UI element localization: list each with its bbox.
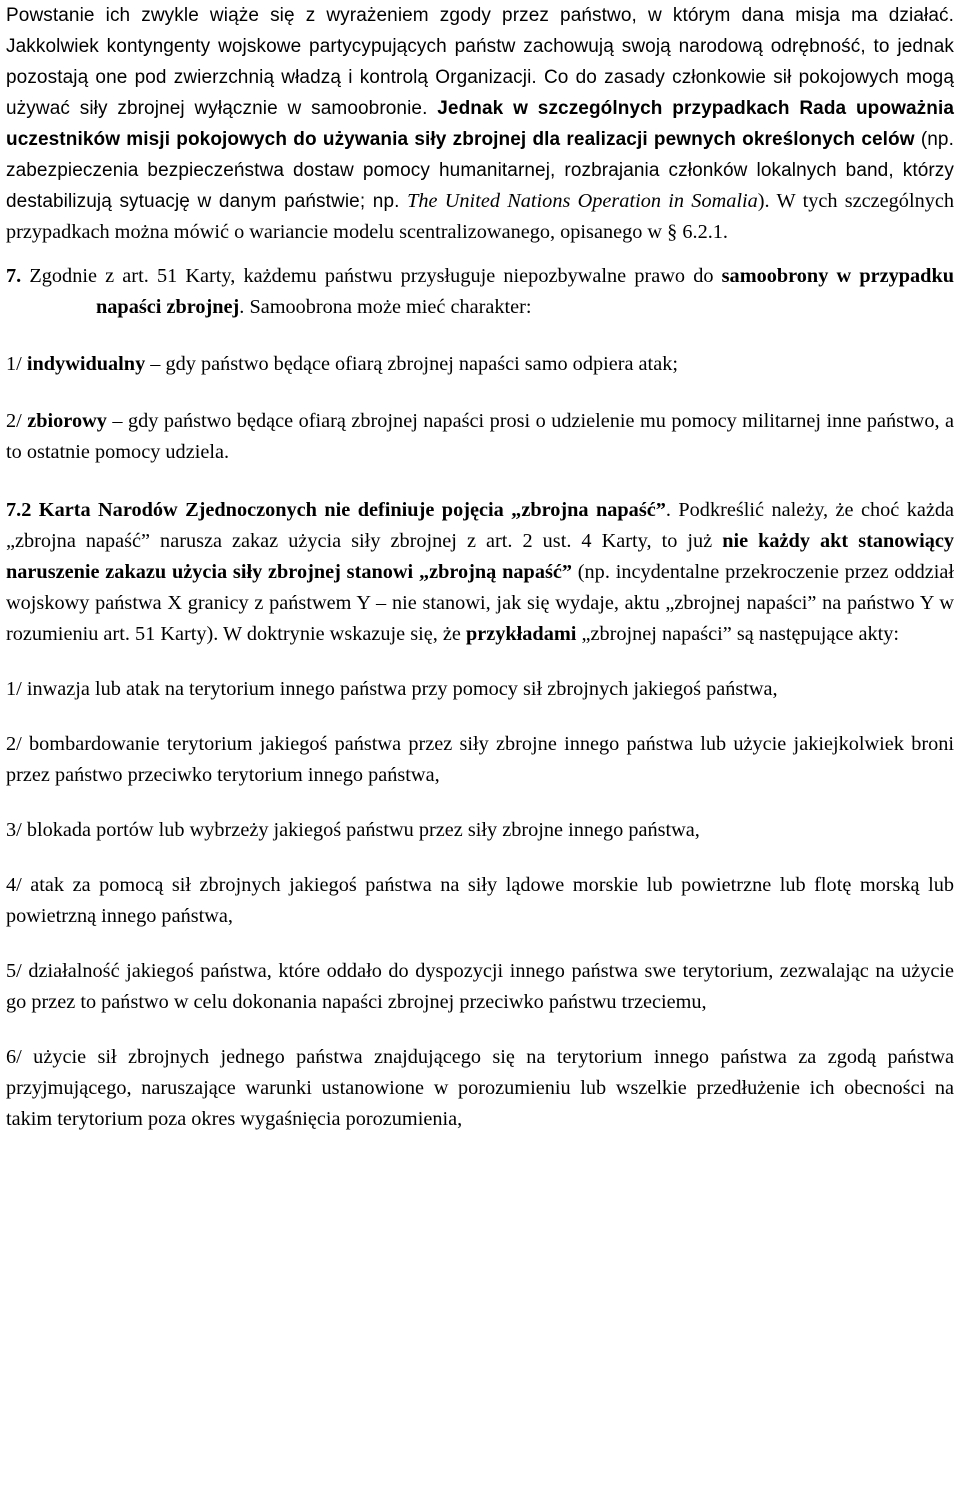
act-item-1: 1/ inwazja lub atak na terytorium innego państwa przy pomocy sił zbrojnych jakiegoś państwa, [6, 678, 778, 700]
paragraph-text: Powstanie ich zwykle wiąże się z wyrażeniem zgody przez państwo, w którym dana misja ma działać. Jakkolwiek kontyngenty wojskowe partycypujących państw zachowują swoją narodową odrębność, to jednak pozostają one pod zwierzchnią władzą i kontrolą Organizacji. Co do zasady członkowie sił pokojowych mogą używać siły zbrojnej wyłącznie w samoobronie. [6, 5, 954, 119]
paragraph-text: ). W tych szczególnych przypadkach można mówić o wariancie modelu scentralizowanego, opisanego w § 6.2.1. [6, 190, 954, 243]
list-bold-term: indywidualny [26, 353, 146, 375]
act-item-3: 3/ blokada portów lub wybrzeży jakiegoś państwu przez siły zbrojne innego państwa, [6, 819, 700, 841]
list-prefix: 1/ [6, 353, 27, 375]
paragraph-text: . Samoobrona może mieć charakter: [239, 296, 532, 318]
act-item-5: 5/ działalność jakiegoś państwa, które oddało do dyspozycji innego państwa swe terytorium, zezwalając na użycie go przez to państwo w celu dokonania napaści zbrojnej przeciwko państwu trzeciemu, [6, 960, 954, 1013]
act-item-2: 2/ bombardowanie terytorium jakiegoś państwa przez siły zbrojne innego państwa lub użycie jakiejkolwiek broni przez państwo przeciwko terytorium innego państwa, [6, 733, 954, 786]
paragraph-bold-text: Jednak w szczególnych przypadkach Rada upoważnia uczestników misji pokojowych do używania siły zbrojnej dla realizacji pewnych określonych celów [6, 98, 954, 150]
act-item-4: 4/ atak za pomocą sił zbrojnych jakiegoś państwa na siły lądowe morskie lub powietrzne lub flotę morską lub powietrzną innego państwa, [6, 874, 954, 927]
paragraph-bold-text: 7.2 Karta Narodów Zjednoczonych nie definiuje pojęcia „zbrojna napaść” [6, 499, 666, 521]
paragraph-bold-text: nie każdy akt stanowiący naruszenie zakazu użycia siły zbrojnej stanowi „zbrojną napaść” [6, 530, 954, 583]
list-item-collective [6, 406, 954, 468]
paragraph-bold-text: przykładami [465, 623, 577, 645]
paragraph-section-7 [6, 261, 954, 323]
list-text: – gdy państwo będące ofiarą zbrojnej napaści samo odpiera atak; [145, 353, 678, 375]
paragraph-section-7-2 [6, 495, 954, 650]
paragraph-text: Zgodnie z art. 51 Karty, każdemu państwu przysługuje niepozbywalne prawo do [21, 265, 722, 287]
act-item-6: 6/ użycie sił zbrojnych jednego państwa znajdującego się na terytorium innego państwa za zgodą państwa przyjmującego, naruszające warunki ustanowione w porozumieniu lub wszelkie przedłużenie ich obecności na takim terytorium poza okres wygaśnięcia porozumienia, [6, 1046, 954, 1130]
section-number: 7. [6, 265, 22, 287]
list-bold-term: zbiorowy [27, 410, 107, 432]
paragraph-text: . Podkreślić należy, że choć każda „zbrojna napaść” narusza zakaz użycia siły zbrojnej z art. 2 ust. 4 Karty, to już [6, 499, 955, 552]
paragraph-text: (np. incydentalne przekroczenie przez oddział wojskowy państwa X granicy z państwem Y – nie stanowi, jak się wydaje, aktu „zbrojnej napaści” na państwo Y w rozumieniu art. 51 Karty). W doktrynie wskazuje się, że [6, 561, 954, 645]
paragraph-text: „zbrojnej napaści” są następujące akty: [576, 623, 900, 645]
paragraph-text: (np. zabezpieczenia bezpieczeństwa dostaw pomocy humanitarnej, rozbrajania członków lokalnych band, którzy destabilizują sytuację w danym państwie; np. [6, 129, 954, 212]
paragraph-bold-text: samoobrony w przypadku napaści zbrojnej [96, 265, 955, 318]
paragraph-peacekeeping [6, 0, 954, 248]
list-item-individual [6, 349, 954, 380]
list-prefix: 2/ [6, 410, 28, 432]
paragraph-italic-text: The United Nations Operation in Somalia [407, 190, 758, 212]
list-text: – gdy państwo będące ofiarą zbrojnej napaści prosi o udzielenie mu pomocy militarnej inne państwo, a to ostatnie pomocy udziela. [6, 410, 954, 463]
